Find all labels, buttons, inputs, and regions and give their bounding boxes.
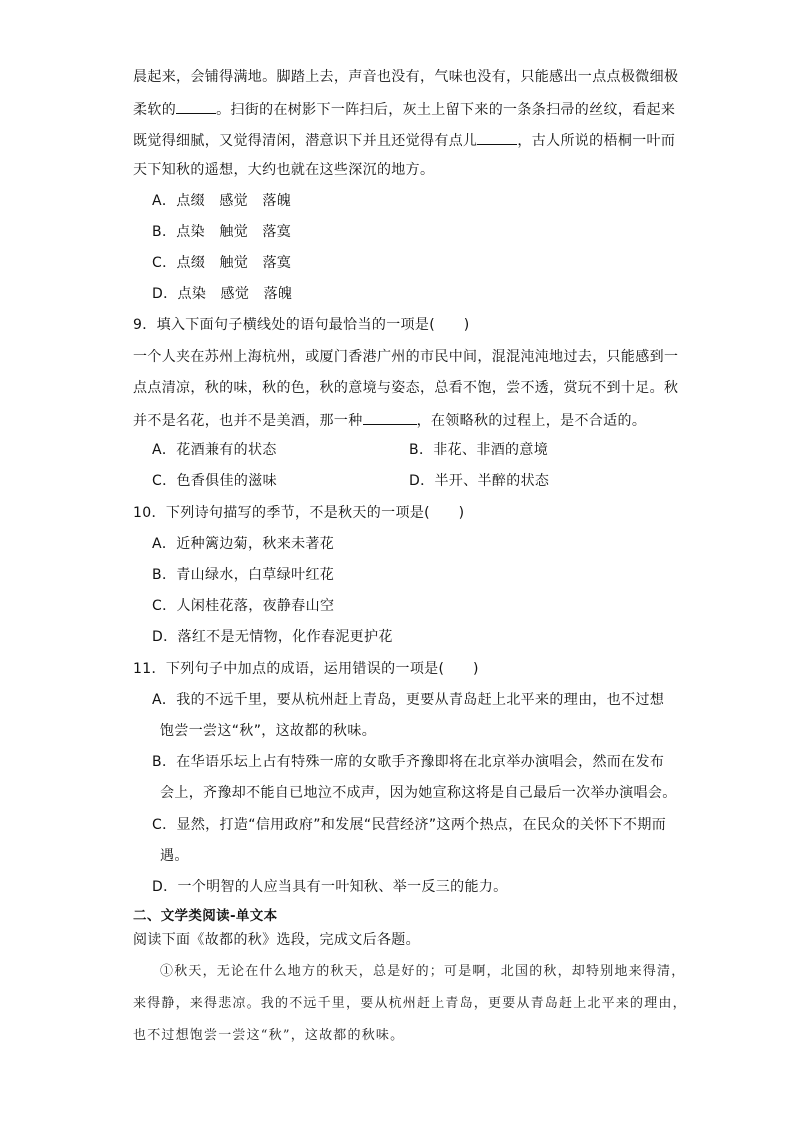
q9-option-a: A．花酒兼有的状态: [152, 442, 277, 458]
section-instruction: 阅读下面《故都的秋》选段，完成文后各题。: [133, 932, 420, 948]
answer-blank: [176, 99, 216, 114]
q11-option-b-line-2: 会上，齐豫却不能自已地泣不成声，因为她宣称这将是自己最后一次举办演唱会。: [160, 785, 677, 801]
q10-option-b: B．青山绿水，白草绿叶红花: [152, 567, 335, 583]
reading-paragraph-line-1: ①秋天，无论在什么地方的秋天，总是好的；可是啊，北国的秋，却特别地来得清，: [160, 964, 686, 979]
q9-text-3: [133, 410, 678, 430]
reading-paragraph-line-3: 也不过想饱尝一尝这“秋”，这故都的秋味。: [133, 1028, 405, 1043]
q9-option-c: C．色香俱佳的滋味: [152, 473, 277, 489]
q11-option-a-line-2: 饱尝一尝这“秋”，这故都的秋味。: [160, 723, 377, 739]
passage-line-1: 晨起来，会铺得满地。脚踏上去，声音也没有，气味也没有，只能感出一点点极微细极: [133, 69, 679, 85]
q10-option-a: A．近种篱边菊，秋来未著花: [152, 536, 335, 552]
q9-text-1: 一个人夹在苏州上海杭州，或厦门香港广州的市民中间，混混沌沌地过去，只能感到一: [133, 349, 679, 365]
answer-blank: [363, 410, 417, 425]
q8-option-b: B．点染 触觉 落寞: [152, 224, 292, 240]
q9-stem: 9．填入下面句子横线处的语句最恰当的一项是( ): [133, 317, 470, 333]
answer-blank: [477, 130, 517, 145]
q11-option-d: D．一个明智的人应当具有一叶知秋、举一反三的能力。: [152, 879, 508, 895]
reading-paragraph-line-2: 来得静，来得悲凉。我的不远千里，要从杭州赶上青岛，更要从青岛赶上北平来的理由，: [133, 996, 687, 1011]
passage-text: ，古人所说的梧桐一叶而: [517, 133, 676, 149]
q9-option-d: D．半开、半醉的状态: [409, 473, 550, 489]
passage-text: 既觉得细腻，又觉得清闲，潜意识下并且还觉得有点儿: [133, 133, 478, 149]
q11-option-a-line-1: A．我的不远千里，要从杭州赶上青岛，更要从青岛赶上北平来的理由，也不过想: [152, 692, 665, 708]
q8-option-a: A．点缀 感觉 落魄: [152, 193, 292, 209]
q9-option-b: B．非花、非酒的意境: [409, 442, 549, 458]
question-text: 并不是名花，也并不是美酒，那一种: [133, 413, 363, 429]
q11-option-b-line-1: B．在华语乐坛上占有特殊一席的女歌手齐豫即将在北京举办演唱会，然而在发布: [152, 754, 665, 770]
q11-option-c-line-1: C．显然，打造“信用政府”和发展“民营经济”这两个热点，在民众的关怀下不期而: [152, 817, 667, 833]
passage-text: 。扫街的在树影下一阵扫后，灰土上留下来的一条条扫帚的丝纹，看起来: [216, 102, 676, 118]
q10-option-c: C．人闲桂花落，夜静春山空: [152, 598, 335, 614]
q10-stem: 10．下列诗句描写的季节，不是秋天的一项是( ): [133, 505, 465, 521]
q11-option-c-line-2: 遇。: [160, 848, 189, 864]
question-text: ，在领略秋的过程上，是不合适的。: [416, 413, 647, 429]
q8-option-c: C．点缀 触觉 落寞: [152, 255, 292, 271]
passage-text: 柔软的: [133, 102, 177, 118]
section-title: 二、文学类阅读-单文本: [133, 908, 278, 924]
q9-text-2: 点点清凉，秋的味，秋的色，秋的意境与姿态，总看不饱，尝不透，赏玩不到十足。秋: [133, 380, 679, 396]
passage-line-4: 天下知秋的遥想，大约也就在这些深沉的地方。: [133, 162, 435, 178]
q10-option-d: D．落红不是无情物，化作春泥更护花: [152, 629, 393, 645]
q11-stem: 11．下列句子中加点的成语，运用错误的一项是( ): [133, 661, 479, 677]
passage-line-2: [133, 99, 678, 119]
q8-option-d: D．点染 感觉 落魄: [152, 286, 293, 302]
passage-line-3: [133, 130, 678, 150]
